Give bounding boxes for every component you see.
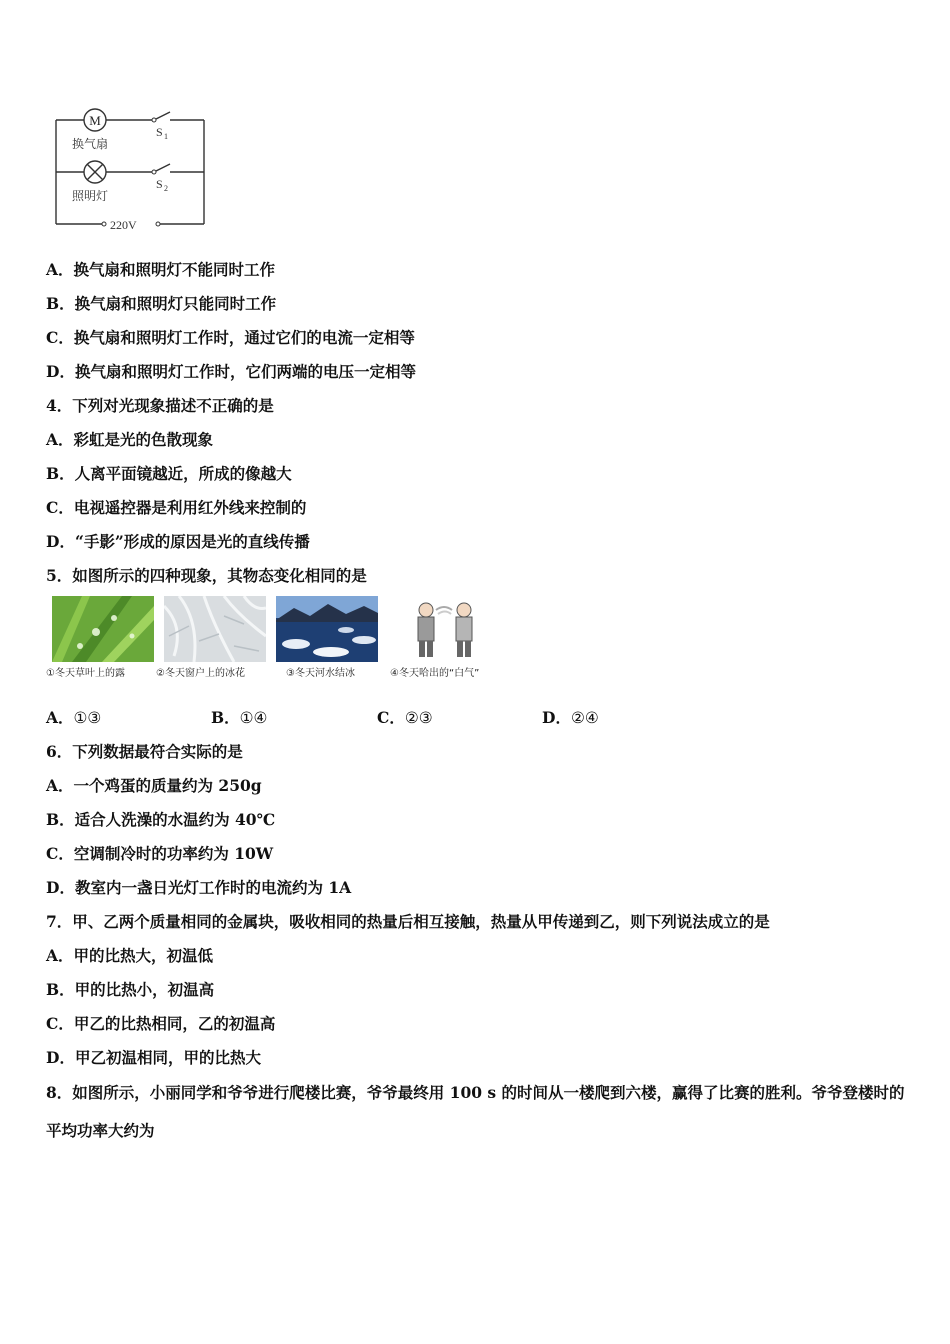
- switch-s2-subscript: 2: [164, 184, 168, 193]
- lamp-symbol: [84, 161, 106, 183]
- frozen-river-image: [276, 596, 378, 662]
- q6-option-b: B．适合人洗澡的水温约为 40℃: [46, 810, 276, 829]
- q5-option-c-value: ②③: [404, 709, 433, 727]
- circuit-diagram: [46, 100, 216, 235]
- q5-option-c-letter: C．: [377, 708, 405, 727]
- q5-option-a-letter: A．: [46, 708, 74, 727]
- white-breath-image: [394, 596, 496, 662]
- q5-option-c: [377, 708, 433, 728]
- switch-s2-label: S: [156, 177, 163, 191]
- q3-option-b: B．换气扇和照明灯只能同时工作: [46, 294, 277, 313]
- q3-option-d: D．换气扇和照明灯工作时，它们两端的电压一定相等: [46, 362, 416, 381]
- q5-option-a: [46, 708, 101, 728]
- window-frost-image: [164, 596, 266, 662]
- motor-letter: M: [89, 113, 101, 128]
- q7-option-a: A．甲的比热大，初温低: [46, 946, 214, 965]
- q5-option-b-value: ①④: [239, 709, 268, 727]
- q5-option-d-letter: D．: [542, 708, 571, 727]
- switch-s1-label: S: [156, 125, 163, 139]
- caption-1: ①冬天草叶上的露: [46, 668, 125, 679]
- q5-option-a-value: ①③: [73, 709, 102, 727]
- q4-stem: 4．下列对光现象描述不正确的是: [46, 396, 274, 415]
- motor-symbol: [84, 109, 106, 131]
- q5-option-d-value: ②④: [570, 709, 599, 727]
- q8-stem: 8．如图所示，小丽同学和爷爷进行爬楼比赛，爷爷最终用 100 s 的时间从一楼爬到六楼，赢得了比赛的胜利。爷爷登楼时的平均功率大约为: [46, 1083, 905, 1140]
- q7-option-b: B．甲的比热小，初温高: [46, 980, 215, 999]
- q6-option-c: C．空调制冷时的功率约为 10W: [46, 844, 274, 863]
- q5-option-d: [542, 708, 599, 728]
- q5-stem: 5．如图所示的四种现象，其物态变化相同的是: [46, 566, 367, 585]
- q5-figure-row: [46, 596, 506, 686]
- q7-option-c: C．甲乙的比热相同，乙的初温高: [46, 1014, 276, 1033]
- q4-option-d: D．“手影”形成的原因是光的直线传播: [46, 532, 310, 551]
- q3-option-a: A．换气扇和照明灯不能同时工作: [46, 260, 276, 279]
- caption-2: ②冬天窗户上的冰花: [156, 668, 245, 679]
- q6-option-a: A．一个鸡蛋的质量约为 250g: [46, 776, 262, 795]
- caption-4: ④冬天哈出的“白气”: [390, 668, 480, 679]
- dew-on-grass-image: [52, 596, 154, 662]
- q5-option-b-letter: B．: [211, 708, 240, 727]
- q7-option-d: D．甲乙初温相同，甲的比热大: [46, 1048, 261, 1067]
- q4-option-b: B．人离平面镜越近，所成的像越大: [46, 464, 292, 483]
- q4-option-c: C．电视遥控器是利用红外线来控制的: [46, 498, 307, 517]
- voltage-label: 220V: [110, 218, 137, 232]
- caption-3: ③冬天河水结冰: [286, 668, 355, 679]
- switch-s1-subscript: 1: [164, 132, 168, 141]
- q4-option-a: A．彩虹是光的色散现象: [46, 430, 214, 449]
- q7-stem: 7．甲、乙两个质量相同的金属块，吸收相同的热量后相互接触，热量从甲传递到乙，则下列说法成立的是: [46, 912, 770, 931]
- fan-label: 换气扇: [72, 137, 109, 151]
- lamp-label: 照明灯: [72, 189, 109, 203]
- q5-option-b: [211, 708, 267, 728]
- q6-option-d: D．教室内一盏日光灯工作时的电流约为 1A: [46, 878, 352, 897]
- q3-option-c: C．换气扇和照明灯工作时，通过它们的电流一定相等: [46, 328, 415, 347]
- q6-stem: 6．下列数据最符合实际的是: [46, 742, 243, 761]
